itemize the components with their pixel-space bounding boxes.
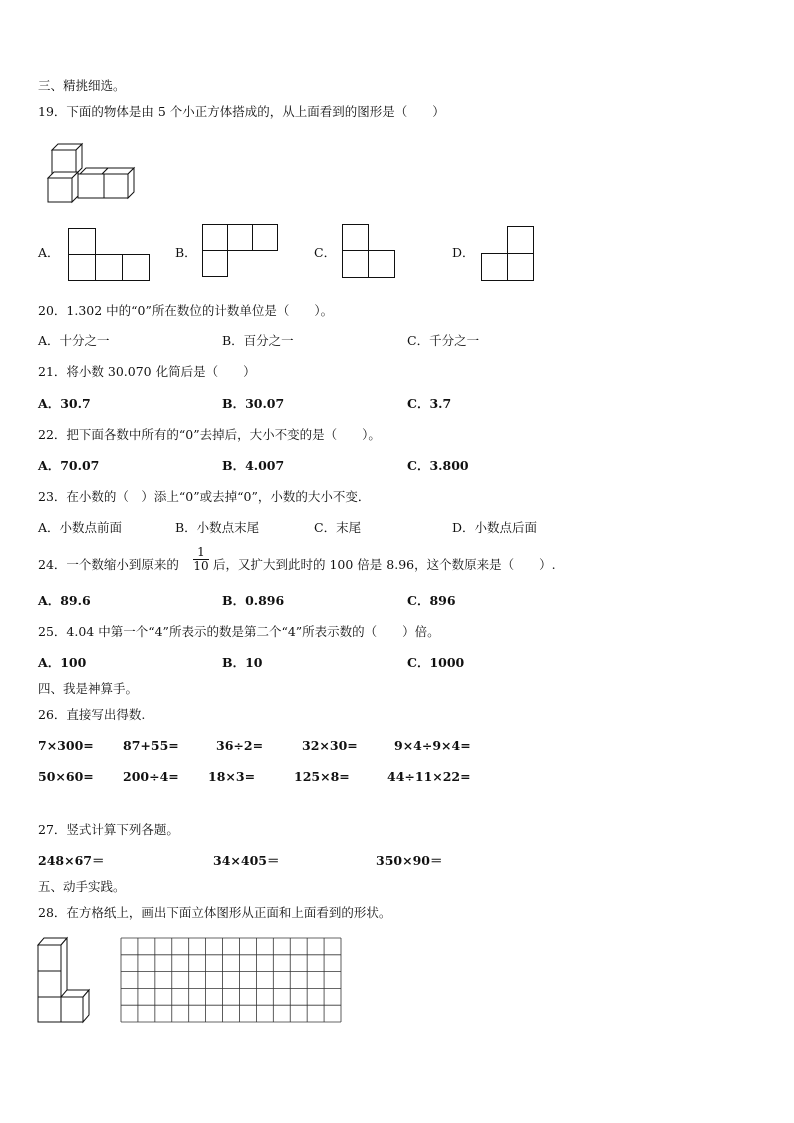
question-24-part-b: 后，又扩大到此时的 100 倍是 8.96，这个数原来是（ ）. — [213, 557, 556, 572]
q26-item: 87+55= — [123, 738, 179, 753]
q24-option-b[interactable]: B．0.896 — [222, 593, 285, 608]
q26-item: 7×300= — [38, 738, 94, 753]
question-27: 27．竖式计算下列各题。 — [38, 822, 179, 837]
question-25: 25．4.04 中第一个“4”所表示的数是第二个“4”所表示数的（ ）倍。 — [38, 624, 440, 639]
q24-fraction-numerator: 1 — [197, 545, 205, 559]
q19-option-c-figure — [342, 224, 398, 280]
q23-option-d[interactable]: D．小数点后面 — [452, 520, 538, 535]
q19-option-a[interactable]: A． — [38, 245, 60, 260]
question-26: 26．直接写出得数. — [38, 707, 146, 722]
question-23: 23．在小数的（ ）添上“0”或去掉“0”，小数的大小不变． — [38, 489, 371, 504]
q25-option-b[interactable]: B．10 — [222, 655, 263, 670]
q25-option-a[interactable]: A．100 — [38, 655, 87, 670]
question-20: 20．1.302 中的“0”所在数位的计数单位是（ ）。 — [38, 303, 334, 318]
q20-option-b[interactable]: B．百分之一 — [222, 333, 294, 348]
q26-item: 125×8= — [294, 769, 350, 784]
q26-item: 32×30= — [302, 738, 358, 753]
q23-option-c[interactable]: C．末尾 — [314, 520, 362, 535]
q24-fraction — [193, 546, 209, 573]
question-21: 21．将小数 30.070 化简后是（ ） — [38, 364, 256, 379]
q27-item: 248×67＝ — [38, 853, 105, 868]
section-5-title: 五、动手实践。 — [38, 879, 126, 894]
q26-item: 50×60= — [38, 769, 94, 784]
question-24-part-a: 24．一个数缩小到原来的 — [38, 557, 179, 572]
question-19: 19．下面的物体是由 5 个小正方体搭成的，从上面看到的图形是（ ） — [38, 104, 445, 119]
q26-item: 18×3= — [208, 769, 256, 784]
q20-option-c[interactable]: C．千分之一 — [407, 333, 480, 348]
q24-option-a[interactable]: A．89.6 — [38, 593, 91, 608]
q23-option-a[interactable]: A．小数点前面 — [38, 520, 123, 535]
q22-option-c[interactable]: C．3.800 — [407, 458, 469, 473]
question-22: 22．把下面各数中所有的“0”去掉后，大小不变的是（ ）。 — [38, 427, 381, 442]
q24-fraction-denominator: 10 — [193, 559, 209, 573]
q21-option-b[interactable]: B．30.07 — [222, 396, 285, 411]
q19-option-c[interactable]: C． — [314, 245, 337, 260]
q22-option-b[interactable]: B．4.007 — [222, 458, 285, 473]
question-28: 28．在方格纸上，画出下面立体图形从正面和上面看到的形状。 — [38, 905, 392, 920]
q19-option-b-figure — [202, 224, 282, 280]
section-3-title: 三、精挑细选。 — [38, 78, 126, 93]
q21-option-a[interactable]: A．30.7 — [38, 396, 91, 411]
q23-option-b[interactable]: B．小数点末尾 — [175, 520, 260, 535]
q26-item: 44÷11×22= — [387, 769, 471, 784]
q21-option-c[interactable]: C．3.7 — [407, 396, 452, 411]
q19-option-b[interactable]: B． — [175, 245, 197, 260]
q25-option-c[interactable]: C．1000 — [407, 655, 465, 670]
q22-option-a[interactable]: A．70.07 — [38, 458, 100, 473]
q26-item: 200÷4= — [123, 769, 179, 784]
q19-option-d-figure — [481, 226, 537, 282]
q26-item: 36÷2= — [216, 738, 264, 753]
section-4-title: 四、我是神算手。 — [38, 681, 139, 696]
q27-item: 350×90＝ — [376, 853, 443, 868]
q20-option-a[interactable]: A．十分之一 — [38, 333, 110, 348]
q19-option-d[interactable]: D． — [452, 245, 475, 260]
q27-item: 34×405＝ — [213, 853, 280, 868]
q24-option-c[interactable]: C．896 — [407, 593, 456, 608]
q28-cube-figure — [37, 937, 93, 1027]
q28-grid-paper[interactable] — [120, 937, 342, 1023]
q19-cube-figure — [46, 142, 138, 204]
q19-option-a-figure — [68, 228, 152, 282]
q26-item: 9×4÷9×4= — [394, 738, 471, 753]
